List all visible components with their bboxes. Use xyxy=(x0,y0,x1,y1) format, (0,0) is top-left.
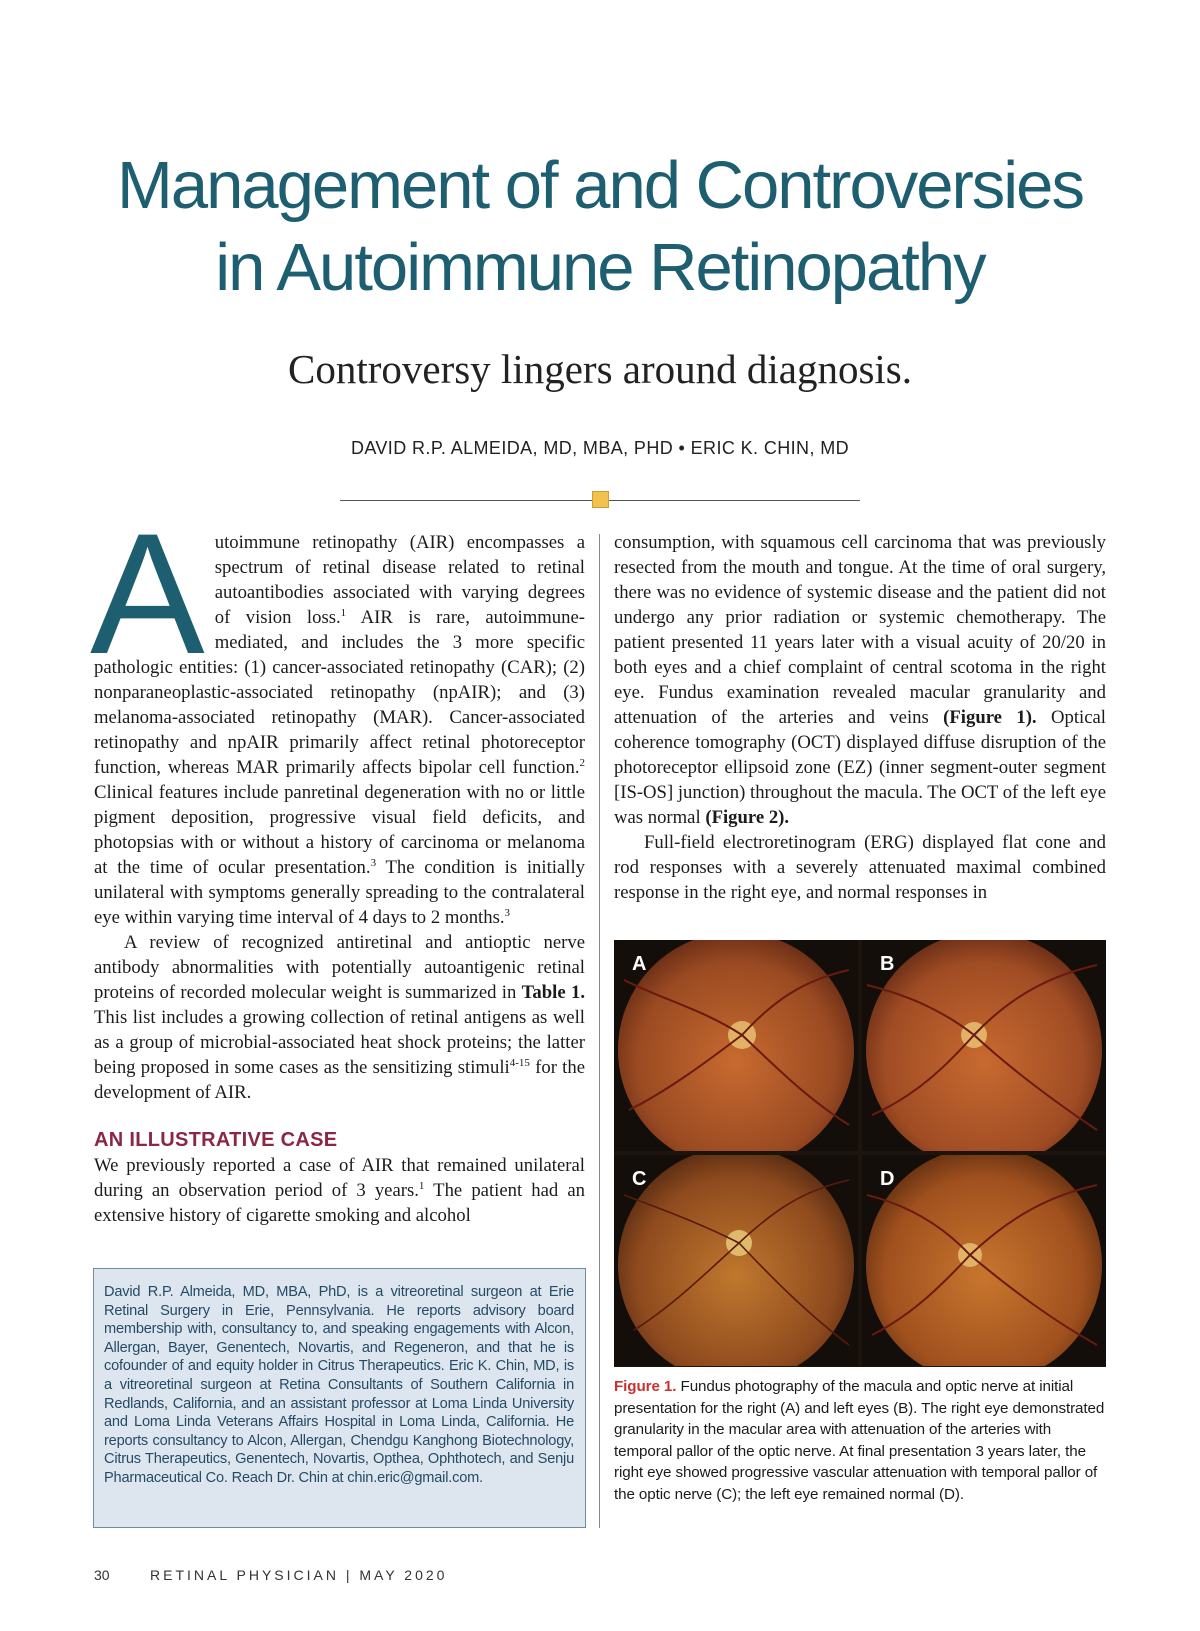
page-number: 30 xyxy=(94,1567,110,1583)
fundus-panel-b xyxy=(862,940,1106,1151)
paragraph-intro xyxy=(90,498,586,930)
case-continued-text-1: consumption, with squamous cell carcinoma that was previously resected from the mouth and tongue. At the time of oral surgery, there was no evidence of systemic disease and the patient did not undergo any prior radiation or systemic chemotherapy. The patient presented 11 years later with a visual acuity of 20/20 in both eyes and a chief complaint of central scotoma in the right eye. Fundus examination revealed macular granularity and attenuation of the arteries and veins xyxy=(614,532,1106,728)
divider-line-right xyxy=(609,500,860,501)
paragraph-review xyxy=(94,930,585,1105)
fundus-photo-c xyxy=(614,1155,858,1366)
case-continued-text-2: Optical coherence tomography (OCT) displayed diffuse disruption of the photoreceptor ellipsoid zone (EZ) (inner segment-outer segment [IS-OS] junction) throughout the macula. The OCT of the left eye was normal xyxy=(614,707,1106,828)
fundus-photo-d xyxy=(862,1155,1106,1366)
drop-cap: A xyxy=(90,498,205,690)
case-text-2: The patient had an extensive history of cigarette smoking and alcohol xyxy=(94,1180,585,1226)
left-column xyxy=(90,498,586,1228)
author-line: DAVID R.P. ALMEIDA, MD, MBA, PHD • ERIC K. CHIN, MD xyxy=(350,438,850,458)
figure-caption-text: Fundus photography of the macula and optic nerve at initial presentation for the right (A) and left eyes (B). The right eye demonstrated granularity in the macular area with attenuation of the arteries with temporal pallor of the optic nerve. At final presentation 3 years later, the right eye showed progressive vascular attenuation with temporal pallor of the optic nerve (C); the left eye remained normal (D). xyxy=(614,1378,1105,1503)
table-reference: Table 1. xyxy=(521,982,585,1003)
title-line-2: in Autoimmune Retinopathy xyxy=(215,230,985,305)
page-footer xyxy=(94,1567,448,1583)
ref-sup: 3 xyxy=(370,857,377,869)
ref-sup: 4-15 xyxy=(509,1057,530,1069)
panel-label-b: B xyxy=(880,953,895,975)
intro-text-3: Clinical features include panretinal degeneration with no or little pigment deposition, progressive visual field deficits, and photopsias with or without a history of carcinoma or melanoma at the time of ocular presentation. xyxy=(94,782,585,878)
panel-label-a: A xyxy=(632,953,647,975)
column-rule xyxy=(599,534,600,1528)
ref-sup: 1 xyxy=(418,1180,425,1192)
publication-info: RETINAL PHYSICIAN | MAY 2020 xyxy=(150,1567,448,1583)
figure-1 xyxy=(614,940,1106,1367)
fundus-photo-a xyxy=(614,940,858,1151)
ref-sup: 2 xyxy=(579,757,585,769)
review-text-1: A review of recognized antiretinal and antioptic nerve antibody abnormalities with potentially autoantigenic retinal proteins of recorded molecular weight is summarized in xyxy=(94,932,585,1003)
divider-line-left xyxy=(340,500,592,501)
intro-text-4: The condition is initially unilateral with symptoms generally spreading to the contralateral eye within varying time interval of 4 days to 2 months. xyxy=(94,857,586,928)
review-text-3: for the development of AIR. xyxy=(94,1057,585,1103)
figure-2-reference: (Figure 2). xyxy=(705,807,790,828)
figure-caption-label: Figure 1. xyxy=(614,1378,677,1395)
fundus-panel-c xyxy=(614,1155,858,1366)
article-title xyxy=(40,145,1160,309)
paragraph-erg: Full-field electroretinogram (ERG) displayed flat cone and rod responses with a severely attenuated maximal combined response in the right eye, and normal responses in xyxy=(614,832,1106,903)
right-column xyxy=(614,530,1106,905)
panel-label-d: D xyxy=(880,1168,895,1190)
figure-1-reference: (Figure 1). xyxy=(943,707,1037,728)
review-text-2: This list includes a growing collection of retinal antigens as well as a group of microbial-associated heat shock proteins; the latter being proposed in some cases as the sensitizing stimuli xyxy=(94,1007,585,1078)
article-subtitle: Controversy lingers around diagnosis. xyxy=(287,346,913,392)
divider-ornament xyxy=(592,491,609,508)
author-bio-box: David R.P. Almeida, MD, MBA, PhD, is a vitreoretinal surgeon at Erie Retinal Surgery in Erie, Pennsylvania. He reports advisory board membership with, consultancy to, and speaking engagements with Alcon, Allergan, Bayer, Genentech, Novartis, and Regeneron, and that he is cofounder of and equity holder in Citrus Therapeutics. Eric K. Chin, MD, is a vitreoretinal surgeon at Retina Consultants of Southern California in Redlands, California, and an assistant professor at Loma Linda University and Loma Linda Veterans Affairs Hospital in Loma Linda, California. He reports consultancy to Alcon, Allergan, Chendgu Kanghong Biotechnology, Citrus Therapeutics, Genentech, Novartis, Opthea, Ophthotech, and Senju Pharmaceutical Co. Reach Dr. Chin at chin.eric@gmail.com. xyxy=(93,1268,586,1528)
paragraph-case xyxy=(94,1153,585,1228)
figure-caption xyxy=(614,1376,1106,1506)
ref-sup: 3 xyxy=(504,907,511,919)
paragraph-case-continued xyxy=(614,530,1106,830)
case-text-1: We previously reported a case of AIR that remained unilateral during an observation period of 3 years. xyxy=(94,1155,585,1201)
intro-text-1: utoimmune retinopathy (AIR) encompasses a spectrum of retinal disease related to retinal autoantibodies associated with varying degrees of vision loss. xyxy=(214,532,585,628)
fundus-photo-b xyxy=(862,940,1106,1151)
fundus-panel-a xyxy=(614,940,858,1151)
fundus-panel-d xyxy=(862,1155,1106,1366)
intro-text-2: AIR is rare, autoimmune-mediated, and includes the 3 more specific pathologic entities: (1) cancer-associated retinopathy (CAR); (2) nonparaneoplastic-associated retinopathy (npAIR); and (3) melanoma-associated retinopathy (MAR). Cancer-associated retinopathy and npAIR primarily affect retinal photoreceptor function, whereas MAR primarily affects bipolar cell function. xyxy=(94,607,585,778)
section-heading: AN ILLUSTRATIVE CASE xyxy=(94,1129,338,1151)
ref-sup: 1 xyxy=(340,607,347,619)
panel-label-c: C xyxy=(632,1168,647,1190)
title-line-1: Management of and Controversies xyxy=(117,148,1083,223)
